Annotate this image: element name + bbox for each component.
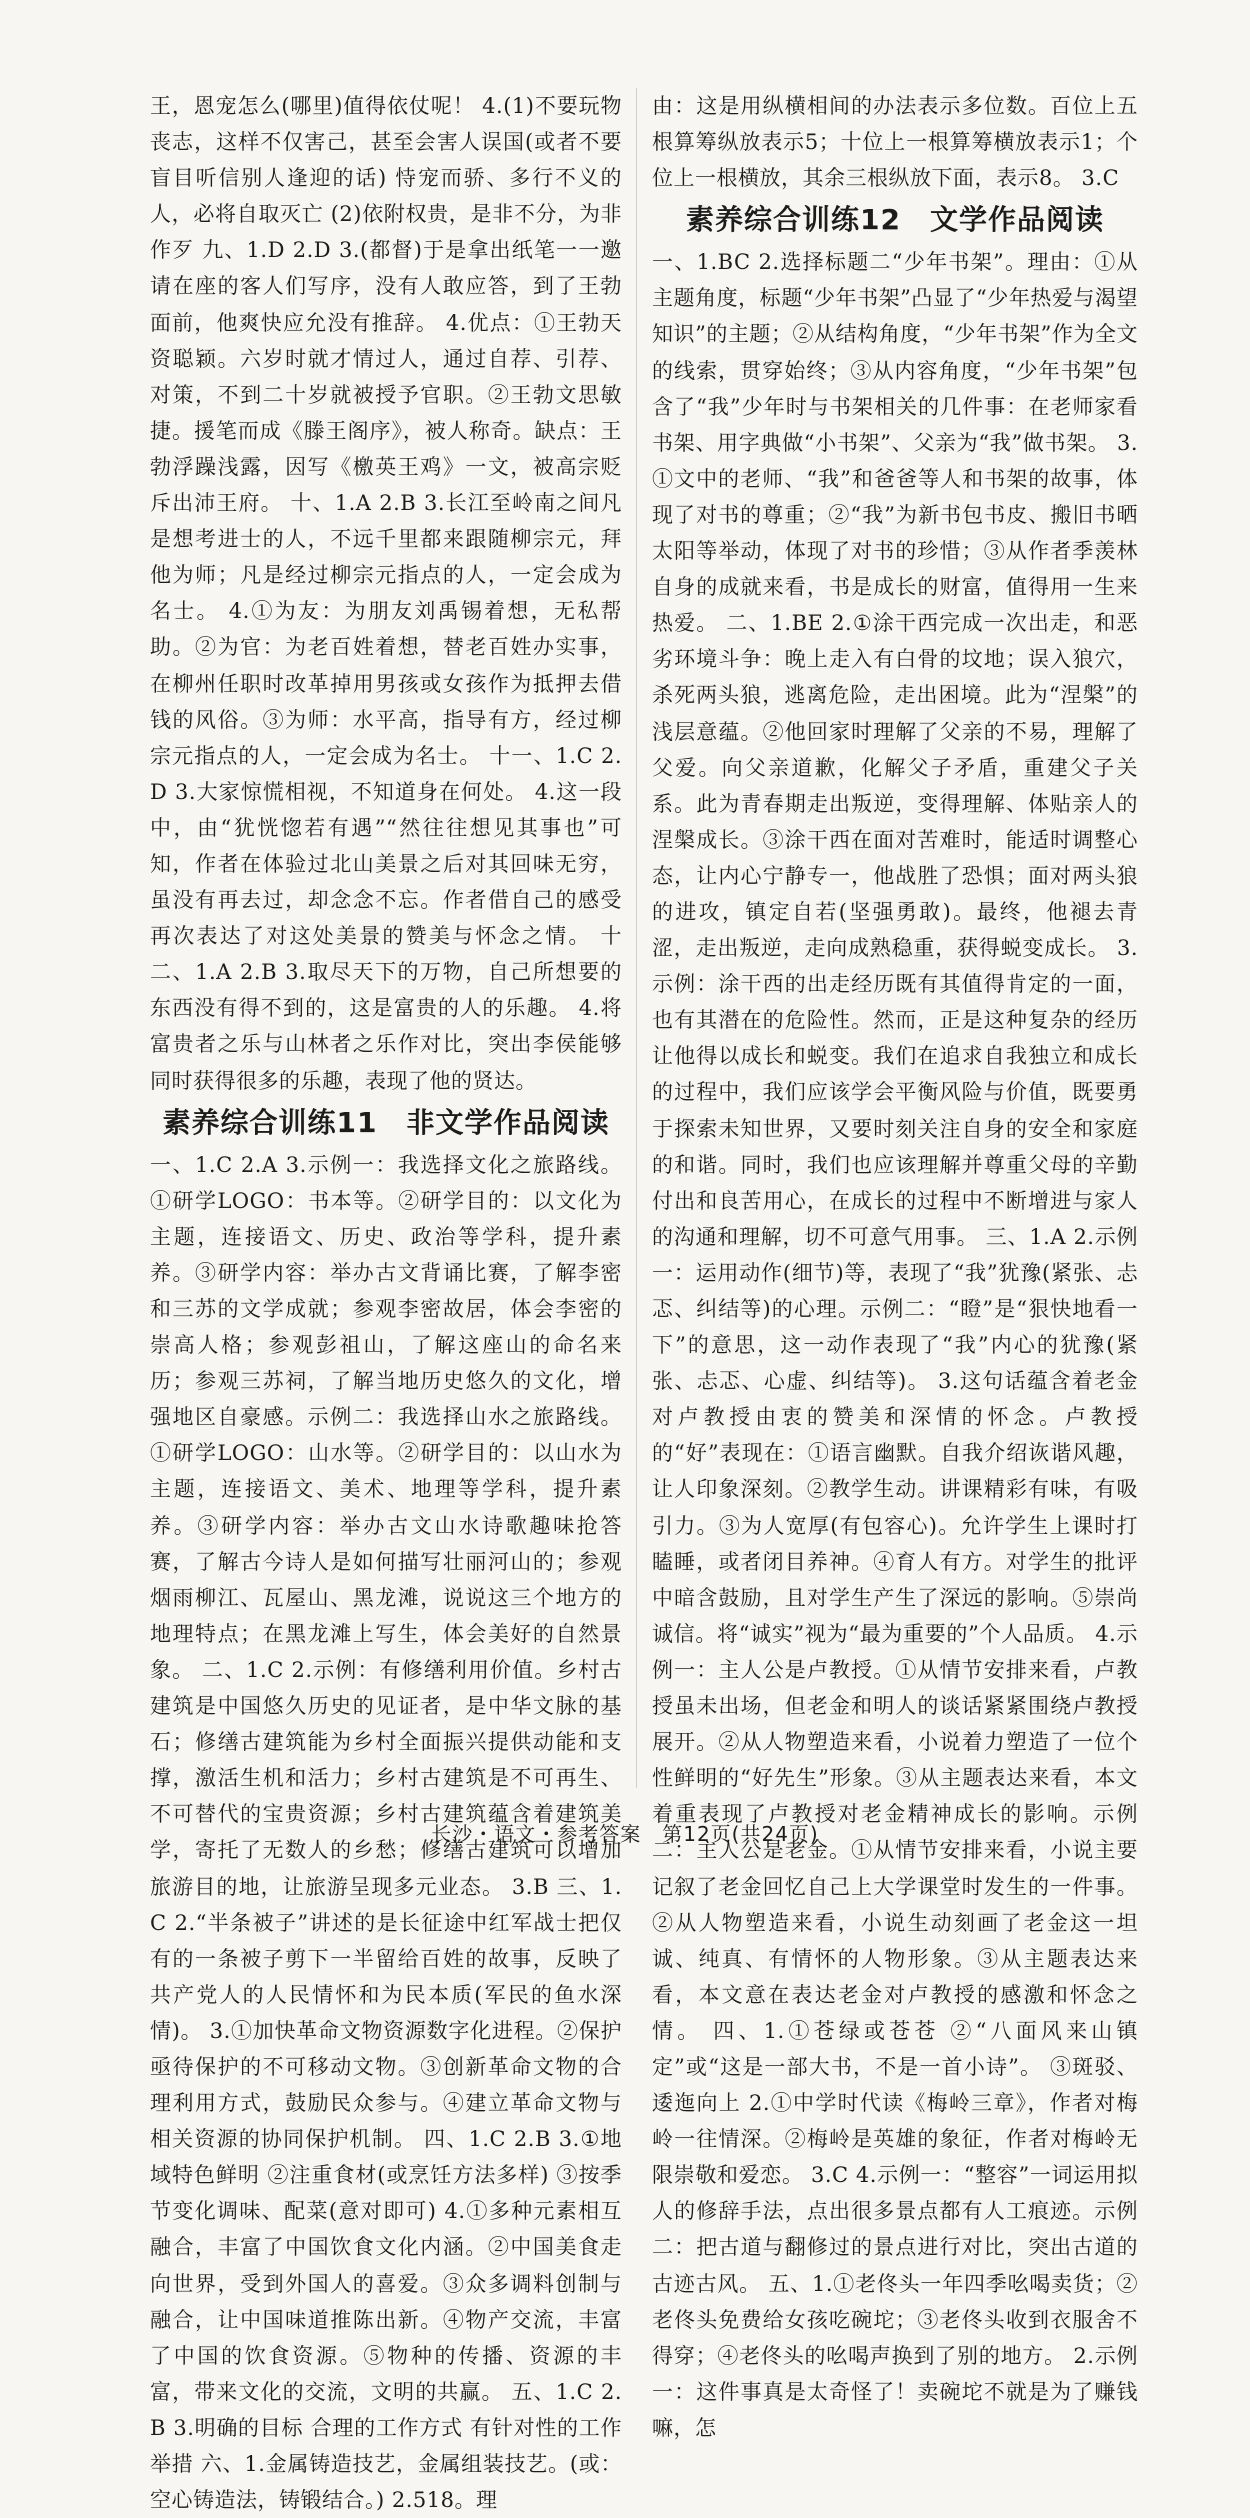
right-column <box>652 88 1138 2440</box>
left-paragraph-1: 王，恩宠怎么(哪里)值得依仗呢！ 4.(1)不要玩物丧志，这样不仅害己，甚至会害人误国(或者不要盲目听信别人逢迎的话) 恃宠而骄、多行不义的人，必将自取灭亡 (2)依附权贵，是非不分，为非作歹 九、1.D 2.D 3.(都督)于是拿出纸笔一一邀请在座的客人们写序，没有人敢应答，到了王勃面前，他爽快应允没有推辞。 4.优点：①王勃天资聪颖。六岁时就才情过人，通过自荐、引荐、对策，不到二十岁就被授予官职。②王勃文思敏捷。援笔而成《滕王阁序》，被人称奇。缺点：王勃浮躁浅露，因写《檄英王鸡》一文，被高宗贬斥出沛王府。 十、1.A 2.B 3.长江至岭南之间凡是想考进士的人，不远千里都来跟随柳宗元，拜他为师；凡是经过柳宗元指点的人，一定会成为名士。 4.①为友：为朋友刘禹锡着想，无私帮助。②为官：为老百姓着想，替老百姓办实事，在柳州任职时改革掉用男孩或女孩作为抵押去借钱的风俗。③为师：水平高，指导有方，经过柳宗元指点的人，一定会成为名士。 十一、1.C 2.D 3.大家惊慌相视，不知道身在何处。 4.这一段中，由“犹恍惚若有遇”“然往往想见其事也”可知，作者在体验过北山美景之后对其回味无穷，虽没有再去过，却念念不忘。作者借自己的感受再次表达了对这处美景的赞美与怀念之情。 十二、1.A 2.B 3.取尽天下的万物，自己所想要的东西没有得不到的，这是富贵的人的乐趣。 4.将富贵者之乐与山林者之乐作对比，突出李侯能够同时获得很多的乐趣，表现了他的贤达。 <box>150 94 622 1093</box>
left-column <box>150 88 622 2513</box>
left-paragraph-2: 一、1.C 2.A 3.示例一：我选择文化之旅路线。①研学LOGO：书本等。②研学目的：以文化为主题，连接语文、历史、政治等学科，提升素养。③研学内容：举办古文背诵比赛，了解李密和三苏的文学成就；参观李密故居，体会李密的崇高人格；参观彭祖山，了解这座山的命名来历；参观三苏祠，了解当地历史悠久的文化，增强地区自豪感。示例二：我选择山水之旅路线。①研学LOGO：山水等。②研学目的：以山水为主题，连接语文、美术、地理等学科，提升素养。③研学内容：举办古文山水诗歌趣味抢答赛，了解古今诗人是如何描写壮丽河山的；参观烟雨柳江、瓦屋山、黑龙滩，说说这三个地方的地理特点；在黑龙滩上写生，体会美好的自然景象。 二、1.C 2.示例：有修缮利用价值。乡村古建筑是中国悠久历史的见证者，是中华文脉的基石；修缮古建筑能为乡村全面振兴提供动能和支撑，激活生机和活力；乡村古建筑是不可再生、不可替代的宝贵资源；乡村古建筑蕴含着建筑美学，寄托了无数人的乡愁；修缮古建筑可以增加旅游目的地，让旅游呈现多元业态。 3.B 三、1.C 2.“半条被子”讲述的是长征途中红军战士把仅有的一条被子剪下一半留给百姓的故事，反映了共产党人的人民情怀和为民本质(军民的鱼水深情)。 3.①加快革命文物资源数字化进程。②保护亟待保护的不可移动文物。③创新革命文物的合理利用方式，鼓励民众参与。④建立革命文物与相关资源的协同保护机制。 四、1.C 2.B 3.①地域特色鲜明 ②注重食材(或烹饪方法多样) ③按季节变化调味、配菜(意对即可) 4.①多种元素相互融合，丰富了中国饮食文化内涵。②中国美食走向世界，受到外国人的喜爱。③众多调料创制与融合，让中国味道推陈出新。④物产交流，丰富了中国的饮食资源。⑤物种的传播、资源的丰富，带来文化的交流，文明的共赢。 五、1.C 2.B 3.明确的目标 合理的工作方式 有针对性的工作举措 六、1.金属铸造技艺，金属组装技艺。(或：空心铸造法，铸锻结合。) 2.518。理 <box>150 1152 622 2513</box>
right-paragraph-1: 由：这是用纵横相间的办法表示多位数。百位上五根算筹纵放表示5；十位上一根算筹横放表示1；个位上一根横放，其余三根纵放下面，表示8。 3.C <box>652 94 1138 191</box>
page-footer: 长沙・语文・参考答案 第12页(共24页) <box>431 1822 819 1846</box>
right-paragraph-2: 一、1.BC 2.选择标题二“少年书架”。理由：①从主题角度，标题“少年书架”凸显了“少年热爱与渴望知识”的主题；②从结构角度，“少年书架”作为全文的线索，贯穿始终；③从内容角度，“少年书架”包含了“我”少年时与书架相关的几件事：在老师家看书架、用字典做“小书架”、父亲为“我”做书架。 3.①文中的老师、“我”和爸爸等人和书架的故事，体现了对书的尊重；②“我”为新书包书皮、搬旧书晒太阳等举动，体现了对书的珍惜；③从作者季羡林自身的成就来看，书是成长的财富，值得用一生来热爱。 二、1.BE 2.①涂干西完成一次出走，和恶劣环境斗争：晚上走入有白骨的坟地；误入狼穴，杀死两头狼，逃离危险，走出困境。此为“涅槃”的浅层意蕴。②他回家时理解了父亲的不易，理解了父爱。向父亲道歉，化解父子矛盾，重建父子关系。此为青春期走出叛逆，变得理解、体贴亲人的涅槃成长。③涂干西在面对苦难时，能适时调整心态，让内心宁静专一，他战胜了恐惧；面对两头狼的进攻，镇定自若(坚强勇敢)。最终，他褪去青涩，走出叛逆，走向成熟稳重，获得蜕变成长。 3.示例：涂干西的出走经历既有其值得肯定的一面，也有其潜在的危险性。然而，正是这种复杂的经历让他得以成长和蜕变。我们在追求自我独立和成长的过程中，我们应该学会平衡风险与价值，既要勇于探索未知世界，又要时刻关注自身的安全和家庭的和谐。同时，我们也应该理解并尊重父母的辛勤付出和良苦用心，在成长的过程中不断增进与家人的沟通和理解，切不可意气用事。 三、1.A 2.示例一：运用动作(细节)等，表现了“我”犹豫(紧张、忐忑、纠结等)的心理。示例二：“瞪”是“狠快地看一下”的意思，这一动作表现了“我”内心的犹豫(紧张、忐忑、心虚、纠结等)。 3.这句话蕴含着老金对卢教授由衷的赞美和深情的怀念。卢教授的“好”表现在：①语言幽默。自我介绍诙谐风趣，让人印象深刻。②教学生动。讲课精彩有味，有吸引力。③为人宽厚(有包容心)。允许学生上课时打瞌睡，或者闭目养神。④育人有方。对学生的批评中暗含鼓励，且对学生产生了深远的影响。⑤崇尚诚信。将“诚实”视为“最为重要的”个人品质。 4.示例一：主人公是卢教授。①从情节安排来看，卢教授虽未出场，但老金和明人的谈话紧紧围绕卢教授展开。②从人物塑造来看，小说着力塑造了一位个性鲜明的“好先生”形象。③从主题表达来看，本文着重表现了卢教授对老金精神成长的影响。示例二：主人公是老金。①从情节安排来看，小说主要记叙了老金回忆自己上大学课堂时发生的一件事。②从人物塑造来看，小说生动刻画了老金这一坦诚、纯真、有情怀的人物形象。③从主题表达来看，本文意在表达老金对卢教授的感激和怀念之情。 四、1.①苍绿或苍苍 ②“八面风来山镇定”或“这是一部大书，不是一首小诗”。 ③斑驳、逶迤向上 2.①中学时代读《梅岭三章》，作者对梅岭一往情深。②梅岭是英雄的象征，作者对梅岭无限崇敬和爱恋。 3.C 4.示例一：“整容”一词运用拟人的修辞手法，点出很多景点都有人工痕迹。示例二：把古道与翻修过的景点进行对比，突出古道的古迹古风。 五、1.①老佟头一年四季吆喝卖货；②老佟头免费给女孩吃碗坨；③老佟头收到衣服舍不得穿；④老佟头的吆喝声换到了别的地方。 2.示例一：这件事真是太奇怪了！卖碗坨不就是为了赚钱嘛，怎 <box>652 250 1138 2440</box>
section-title-11: 素养综合训练11 非文学作品阅读 <box>162 1105 610 1139</box>
column-divider <box>636 88 637 1788</box>
section-title-12: 素养综合训练12 文学作品阅读 <box>686 203 1104 237</box>
